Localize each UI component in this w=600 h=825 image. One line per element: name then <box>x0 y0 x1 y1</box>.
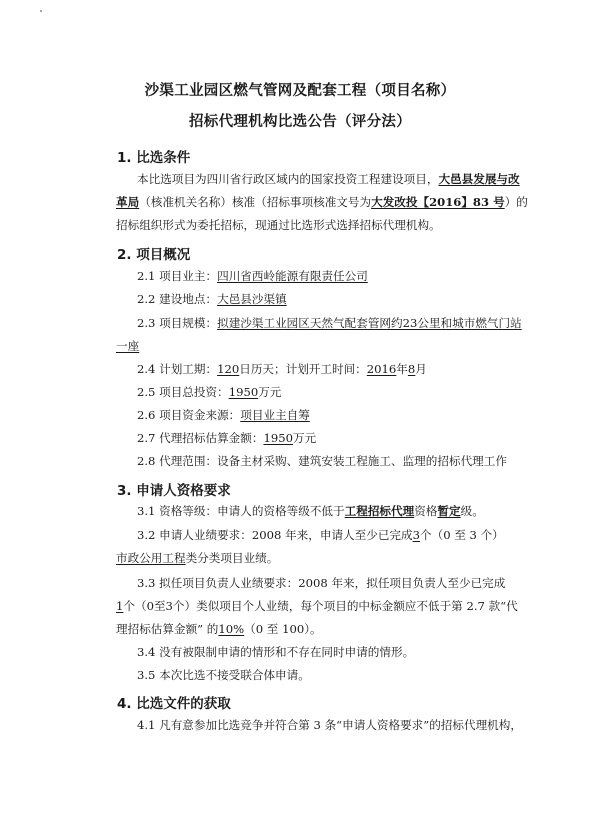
s2-period-line <box>137 364 427 376</box>
s3-text: 理招标估算金额” 的 <box>116 622 219 636</box>
unit: 万元 <box>258 385 282 399</box>
s3-text: 级。 <box>460 504 484 518</box>
s3-text: 3.1 资格等级：申请人的资格等级不低于 <box>137 504 345 518</box>
section-4-heading: 4. 比选文件的获取 <box>117 696 231 712</box>
field-label: 日历天；计划开工时间： <box>239 362 367 376</box>
field-label: 2.2 建设地点： <box>137 292 218 306</box>
owner-value: 四川省西岭能源有限责任公司 <box>217 269 368 283</box>
document-subtitle: 招标代理机构比选公告（评分法） <box>189 114 411 130</box>
s1-line-1 <box>137 174 520 186</box>
start-year: 2016 <box>366 362 397 376</box>
s1-line-2 <box>116 197 528 209</box>
unit: 万元 <box>292 431 317 445</box>
s3-text: （0 至 100）。 <box>244 622 322 636</box>
field-label: 年 <box>396 362 408 376</box>
s3-q3-line: 3.3 拟任项目负责人业绩要求：2008 年来，拟任项目负责人至少已完成 <box>137 576 506 590</box>
s3-text: 类分类项目业绩。 <box>185 551 279 565</box>
period-days: 120 <box>217 362 240 376</box>
s3-q4-line: 3.4 没有被限制申请的情形和不存在同时申请的情形。 <box>137 645 415 659</box>
qualification-level: 暂定 <box>437 504 461 518</box>
place-value: 大邑县沙渠镇 <box>217 292 287 306</box>
s3-q5-line: 3.5 本次比选不接受联合体申请。 <box>137 668 310 682</box>
field-label: 2.6 项目资金来源： <box>137 408 241 422</box>
s1-line-3: 招标组织形式为委托招标，现通过比选形式选择招标代理机构。 <box>116 218 441 232</box>
project-category: 市政公用工程 <box>116 551 186 565</box>
agency-value: 1950 <box>263 431 293 445</box>
scan-speck <box>40 10 42 12</box>
field-label: 月 <box>415 362 427 376</box>
field-label: 2.4 计划工期： <box>137 362 218 376</box>
s1-text: ）的 <box>504 195 528 209</box>
field-label: 2.1 项目业主： <box>137 269 218 283</box>
s2-scale-line-2 <box>116 341 139 353</box>
qualification-type: 工程招标代理 <box>344 504 415 518</box>
s4-line-1: 4.1 凡有意参加比选竞争并符合第 3 条“申请人资格要求”的招标代理机构， <box>137 718 522 732</box>
s3-text: 个（0至3个）类似项目个人业绩，每个项目的中标金额应不低于第 2.7 款“代 <box>123 599 518 613</box>
s1-approver-cont: 革局 <box>116 195 140 209</box>
s1-text: （核准机关名称）核准（招标事项核准文号为 <box>139 195 372 209</box>
s1-text: 本比选项目为四川省行政区域内的国家投资工程建设项目， <box>137 172 439 186</box>
s3-text: 个（0 至 3 个） <box>420 528 504 542</box>
invest-value: 1950 <box>228 385 259 399</box>
field-label: 2.5 项目总投资： <box>137 385 229 399</box>
s1-approval-no: 大发改投【2016】83 号 <box>371 195 505 209</box>
field-label: 2.7 代理招标估算金额： <box>137 431 264 445</box>
s2-owner-line <box>137 271 368 283</box>
scale-value-cont: 一座 <box>116 339 140 353</box>
s3-q2-line <box>137 530 504 542</box>
required-projects: 3 <box>412 528 420 542</box>
s2-scale-line <box>137 318 522 330</box>
s3-text: 3.2 申请人业绩要求：2008 年来，申请人至少已完成 <box>137 528 413 542</box>
s3-q2-line-2 <box>116 553 278 565</box>
section-2-heading: 2. 项目概况 <box>117 247 191 263</box>
s2-fund-line <box>137 410 310 422</box>
document-title: 沙渠工业园区燃气管网及配套工程（项目名称） <box>144 83 456 99</box>
s3-text: 资格 <box>414 504 438 518</box>
s2-place-line <box>137 294 287 306</box>
required-percent: 10% <box>218 622 245 636</box>
fund-value: 项目业主自筹 <box>240 408 310 422</box>
required-personal-projects: 1 <box>116 599 124 613</box>
section-1-heading: 1. 比选条件 <box>117 150 191 166</box>
section-3-heading: 3. 申请人资格要求 <box>117 483 231 499</box>
field-label: 2.3 项目规模： <box>137 316 218 330</box>
s2-invest-line <box>137 387 281 399</box>
s3-q1-line <box>137 506 484 518</box>
s3-q3-line-3 <box>116 624 322 636</box>
s2-agency-line <box>137 433 316 445</box>
start-month: 8 <box>407 362 416 376</box>
s2-scope-line: 2.8 代理范围：设备主材采购、建筑安装工程施工、监理的招标代理工作 <box>137 454 507 468</box>
scale-value: 拟建沙渠工业园区天然气配套管网约23公里和城市燃气门站 <box>217 316 522 330</box>
s1-approver: 大邑县发展与改 <box>438 172 520 186</box>
s3-q3-line-2 <box>116 601 518 613</box>
